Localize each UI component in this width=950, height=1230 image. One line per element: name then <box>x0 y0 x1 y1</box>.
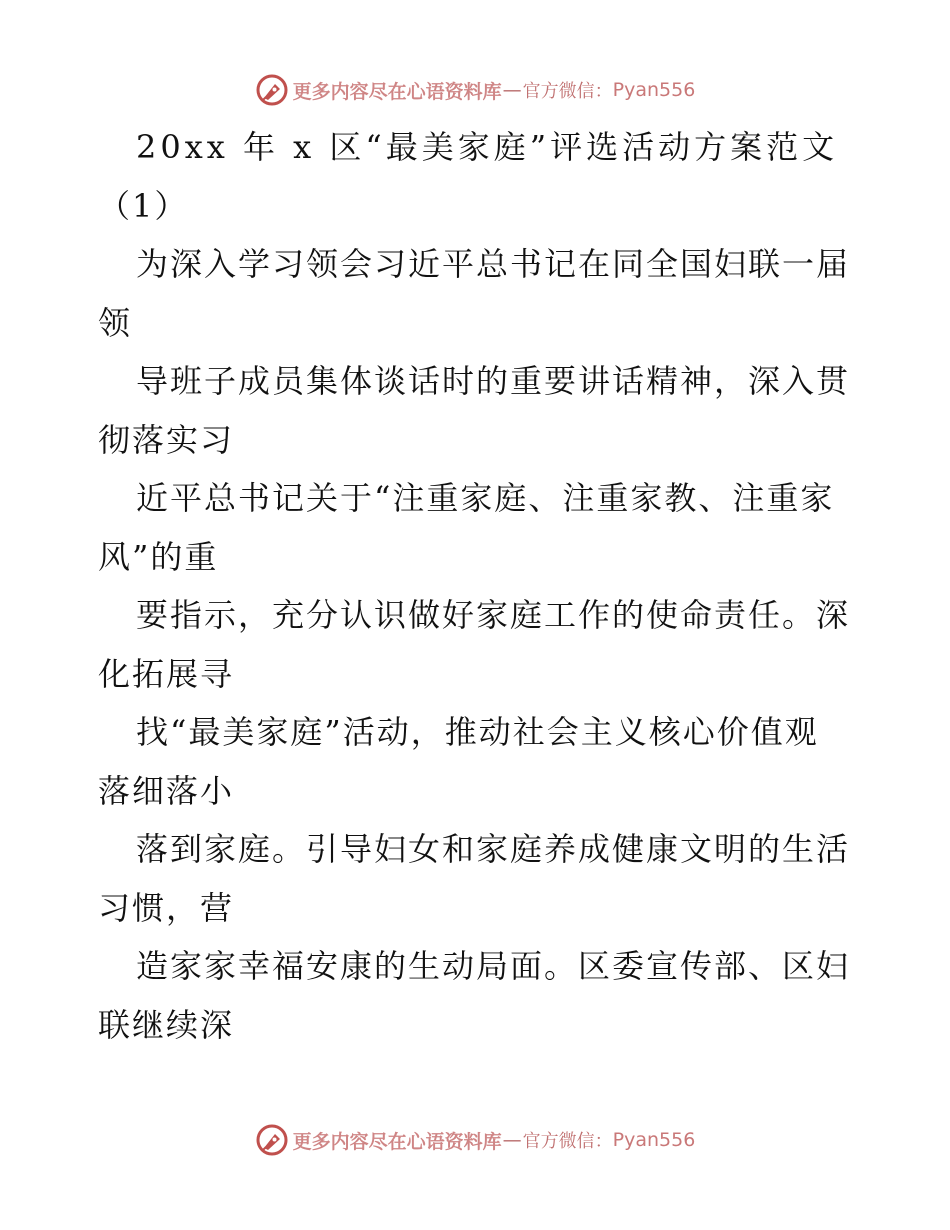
footer-banner-main-text: 更多内容尽在心语资料库 <box>292 1130 502 1153</box>
header-watermark-banner <box>0 70 950 110</box>
header-banner-wechat-id: Pyan556 <box>612 79 696 101</box>
header-banner-main-text: 更多内容尽在心语资料库 <box>292 80 502 103</box>
document-body <box>98 118 858 1054</box>
paragraph-line: 导班子成员集体谈话时的重要讲话精神，深入贯 <box>136 362 851 400</box>
footer-banner-sub-text: 官方微信： <box>522 1131 613 1152</box>
paragraph-line: 落到家庭。引导妇女和家庭养成健康文明的生活 <box>136 830 851 868</box>
paragraph-line: 领 <box>98 303 133 342</box>
paragraph-line: 找“最美家庭”活动，推动社会主义核心价值观 <box>136 713 819 751</box>
pen-nib-in-circle-icon <box>255 1123 289 1157</box>
paragraph-line: 习惯，营 <box>98 888 235 927</box>
paragraph-line: 落细落小 <box>98 771 235 810</box>
paragraph-line: 造家家幸福安康的生动局面。区委宣传部、区妇 <box>136 947 851 985</box>
document-title-line-2: （1） <box>98 186 189 225</box>
paragraph-line: 为深入学习领会习近平总书记在同全国妇联一届 <box>136 245 851 283</box>
footer-banner-wechat-id: Pyan556 <box>612 1129 696 1151</box>
paragraph-line: 联继续深 <box>98 1005 235 1044</box>
document-title-line-1: 20xx 年 x 区“最美家庭”评选活动方案范文 <box>136 128 839 166</box>
header-banner-dash: — <box>502 79 522 101</box>
paragraph-line: 近平总书记关于“注重家庭、注重家教、注重家 <box>136 479 835 517</box>
header-banner-sub-text: 官方微信： <box>522 81 613 102</box>
pen-nib-in-circle-icon <box>255 73 289 107</box>
footer-watermark-banner <box>0 1120 950 1160</box>
paragraph-line: 化拓展寻 <box>98 654 235 693</box>
paragraph-line: 彻落实习 <box>98 420 235 459</box>
paragraph-line: 风”的重 <box>98 537 219 576</box>
paragraph-line: 要指示，充分认识做好家庭工作的使命责任。深 <box>136 596 851 634</box>
footer-banner-dash: — <box>502 1129 522 1151</box>
